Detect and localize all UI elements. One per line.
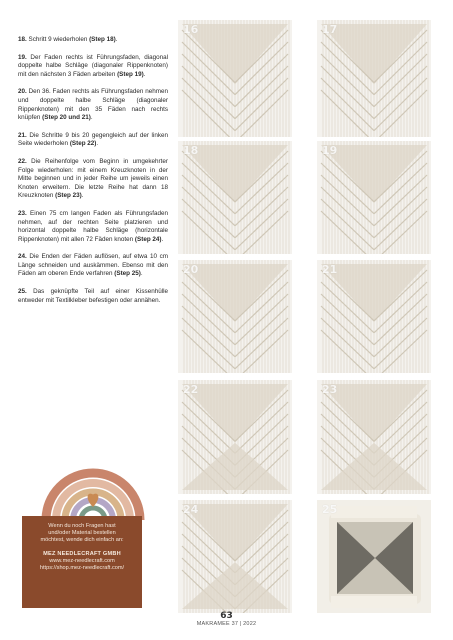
contact-box (22, 516, 142, 608)
photo-label: 17 (322, 23, 338, 36)
page-number: 63 (220, 611, 233, 621)
macrame-triangle-image (317, 260, 431, 373)
photo-label: 23 (322, 383, 338, 396)
shop-link[interactable]: https://shop.mez-needlecraft.com/ (39, 565, 125, 572)
photo-step-17 (317, 20, 431, 137)
macrame-finished-panel-image (178, 500, 292, 613)
step-24: 24. Die Enden der Fäden auflösen, auf etwa 10 cm Länge schneiden und auskämmen. Ebenso mit den Fäden am oberen Ende verfahren (Step 25). (18, 253, 168, 278)
macrame-triangle-image (178, 20, 292, 137)
step-25: 25. Das geknüpfte Teil auf einer Kissenhülle entweder mit Textilkleber befestigen oder annähen. (18, 288, 169, 304)
contact-line-1: Wenn du noch Fragen hast (48, 523, 116, 529)
photo-step-16 (178, 20, 292, 137)
photo-label: 20 (183, 263, 199, 276)
photo-label: 22 (183, 383, 199, 396)
instructions-column (18, 36, 168, 314)
macrame-triangle-image (178, 141, 292, 254)
step-21: 21. Die Schritte 9 bis 20 gegengleich auf der linken Seite wiederholen (Step 22). (18, 131, 168, 148)
website-link[interactable]: www.mez-needlecraft.com (49, 557, 115, 564)
photo-label: 18 (183, 144, 199, 157)
issue-label: MAKRAMEE 37 | 2022 (196, 621, 257, 627)
photo-step-25 (317, 500, 431, 613)
step-23: 23. Einen 75 cm langen Faden als Führungsfaden nehmen, auf der rechten Seite platzieren und horizontal doppelte halbe Schläge (horizontale Rippenknoten) mit allen 72 Fäden knoten (Step 24). (18, 209, 168, 243)
rainbow-illustration (38, 444, 148, 520)
photo-step-23 (317, 380, 431, 494)
photo-label: 24 (183, 503, 199, 516)
contact-line-2: und/oder Material bestellen (48, 530, 116, 537)
photo-label: 19 (322, 144, 338, 157)
macrame-diamond-image (178, 380, 292, 494)
photo-label: 25 (322, 503, 338, 516)
page-footer (0, 611, 453, 627)
contact-line-3: möchtest, wende dich einfach an: (40, 537, 124, 544)
step-18: 18. Schritt 9 wiederholen (Step 18). (18, 36, 118, 43)
photo-step-18 (178, 141, 292, 254)
photo-step-21 (317, 260, 431, 373)
macrame-diamond-image (317, 380, 431, 494)
macrame-triangle-image (317, 141, 431, 254)
photo-step-24 (178, 500, 292, 613)
macrame-triangle-image (178, 260, 292, 373)
macrame-triangle-image (317, 20, 431, 137)
photo-step-19 (317, 141, 431, 254)
photo-label: 21 (322, 263, 338, 276)
macrame-cushion-image (317, 500, 431, 613)
photo-step-20 (178, 260, 292, 373)
photo-step-22 (178, 380, 292, 494)
photo-label: 16 (183, 23, 199, 36)
company-name: MEZ NEEDLECRAFT GMBH (43, 550, 121, 557)
step-20: 20. Den 36. Faden rechts als Führungsfaden nehmen und doppelte halbe Schläge (diagonaler Rippenknoten) mit den 35 Fäden nach rechts knüpfen (Step 20 und 21). (18, 88, 169, 122)
step-19: 19. Der Faden rechts ist Führungsfaden, diagonal doppelte halbe Schläge (diagonaler Rippenknoten) mit den nächsten 3 Fäden arbeiten (Step 19). (18, 53, 168, 78)
step-22: 22. Die Reihenfolge vom Beginn in umgekehrter Folge wiederholen: mit einem Kreuzknoten in der Mitte beginnen und in jeder Reihe um jeweils einen Knoten erweitern. Die letzte Reihe hat dann 18 Kreuzknoten (Step 23). (18, 157, 168, 200)
